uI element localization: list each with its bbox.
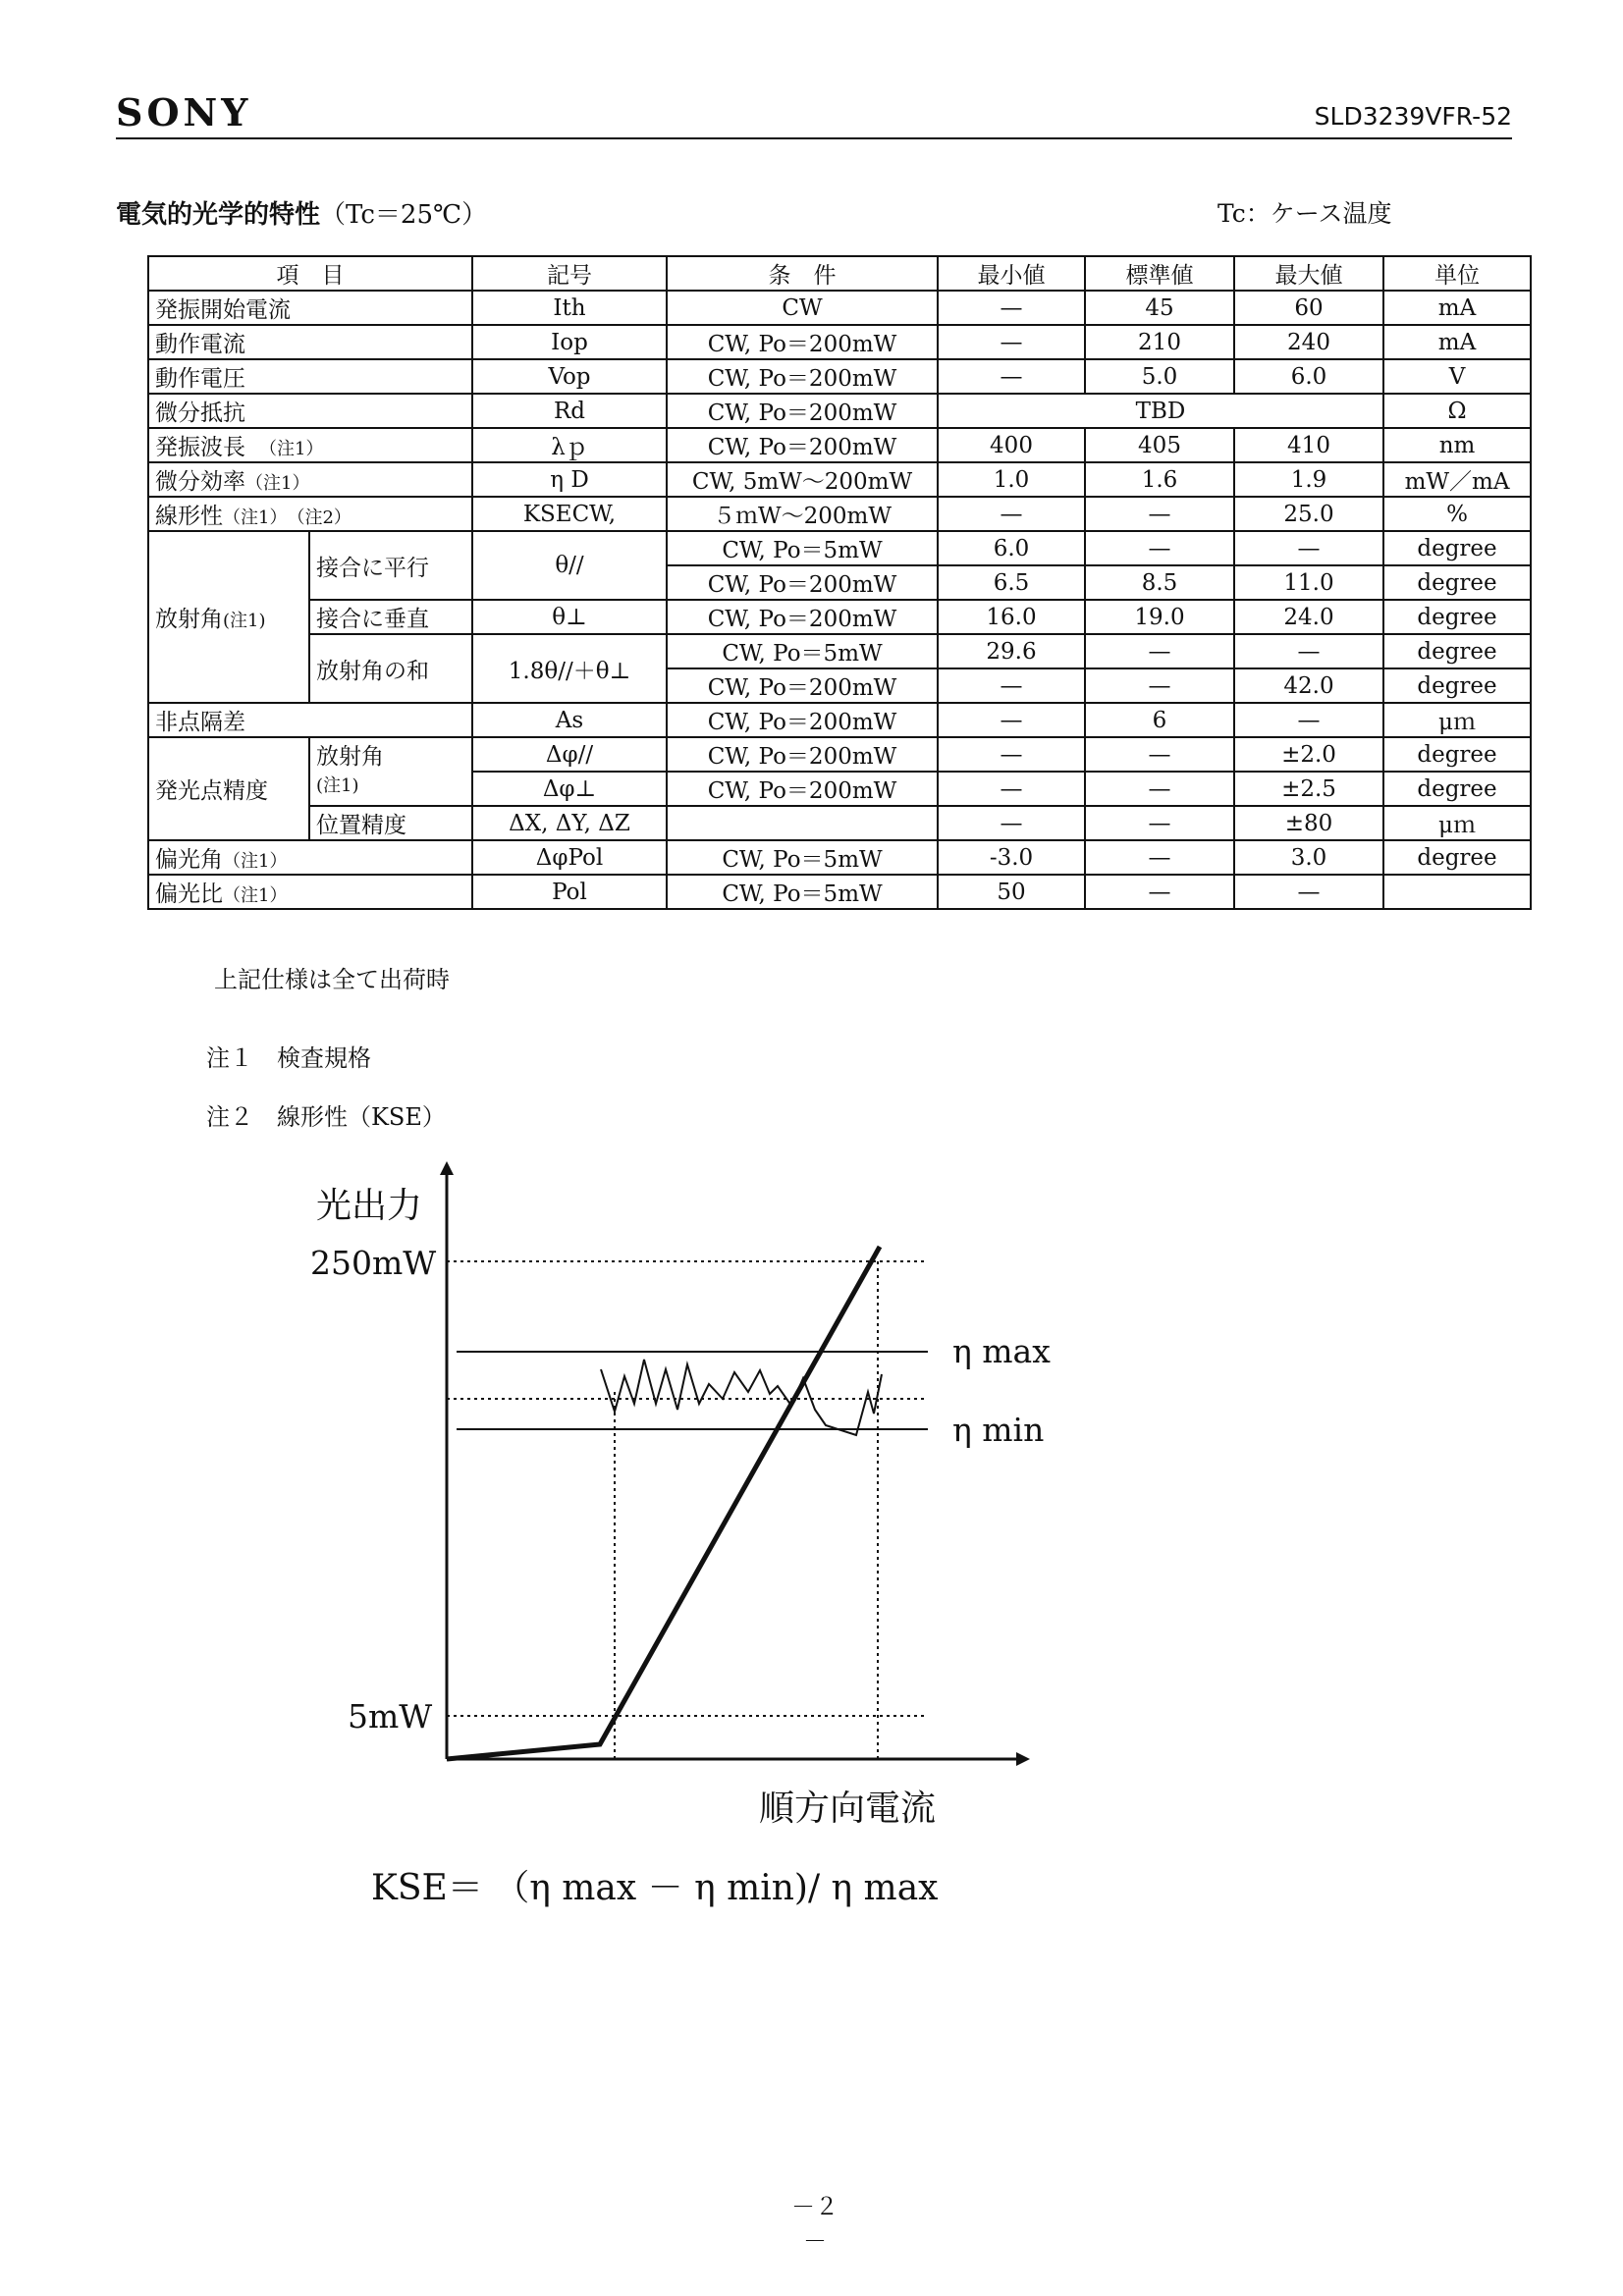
table-row (148, 462, 1531, 497)
row-item-text: 偏光比 (155, 881, 223, 907)
row-symbol: As (472, 703, 667, 737)
row-max: ±2.5 (1234, 772, 1383, 806)
row-typ: — (1085, 737, 1234, 772)
row-unit: Ω (1383, 394, 1531, 428)
row-unit: degree (1383, 600, 1531, 634)
row-min: — (938, 359, 1085, 394)
row-min: — (938, 325, 1085, 359)
row-max: — (1234, 634, 1383, 668)
row-unit: degree (1383, 668, 1531, 703)
row-min: -3.0 (938, 840, 1085, 875)
table-row (148, 359, 1531, 394)
beam-par-label: 接合に平行 (309, 531, 472, 600)
beam-par-symbol: θ// (472, 531, 667, 600)
note-1: 注１ 検査規格 (206, 1044, 371, 1072)
row-min: — (938, 291, 1085, 325)
row-symbol: η D (472, 462, 667, 497)
row-typ: 8.5 (1085, 565, 1234, 600)
table-row (148, 428, 1531, 462)
row-min: — (938, 668, 1085, 703)
document-id: SLD3239VFR-52 (1314, 102, 1512, 131)
row-symbol: Pol (472, 875, 667, 909)
row-unit: V (1383, 359, 1531, 394)
row-symbol: λｐ (472, 428, 667, 462)
row-condition: CW, Po＝200mW (667, 772, 938, 806)
row-min: 1.0 (938, 462, 1085, 497)
row-min: 16.0 (938, 600, 1085, 634)
row-min: 6.0 (938, 531, 1085, 565)
row-unit: mA (1383, 325, 1531, 359)
row-symbol: Iop (472, 325, 667, 359)
row-note: （注1） (223, 851, 288, 872)
row-tbd: TBD (938, 394, 1383, 428)
header-condition: 条 件 (667, 256, 938, 291)
row-condition (667, 806, 938, 840)
row-symbol: ΔX, ΔY, ΔZ (472, 806, 667, 840)
table-row (148, 394, 1531, 428)
row-item: 発振開始電流 (148, 291, 472, 325)
table-row (148, 497, 1531, 531)
row-unit: mA (1383, 291, 1531, 325)
row-max: — (1234, 531, 1383, 565)
emit-angle-label: 放射角 (316, 744, 384, 770)
x-axis-label: 順方向電流 (759, 1789, 937, 1829)
y-tick-250mw: 250mW (310, 1244, 437, 1282)
row-max: ±2.0 (1234, 737, 1383, 772)
row-min: — (938, 737, 1085, 772)
row-condition: CW, Po＝200mW (667, 394, 938, 428)
row-max: 24.0 (1234, 600, 1383, 634)
row-item: 動作電圧 (148, 359, 472, 394)
row-max: 240 (1234, 325, 1383, 359)
row-typ: 1.6 (1085, 462, 1234, 497)
row-symbol: Ith (472, 291, 667, 325)
row-typ: 5.0 (1085, 359, 1234, 394)
table-row (148, 325, 1531, 359)
sony-logo: SONY (116, 90, 252, 134)
row-max: 60 (1234, 291, 1383, 325)
row-max: 1.9 (1234, 462, 1383, 497)
header-typ: 標準値 (1085, 256, 1234, 291)
header-min: 最小値 (938, 256, 1085, 291)
row-condition: CW, Po＝200mW (667, 565, 938, 600)
row-min: 400 (938, 428, 1085, 462)
y-axis-label: 光出力 (316, 1186, 423, 1226)
page-number: －２－ (791, 2193, 839, 2255)
row-max: 3.0 (1234, 840, 1383, 875)
row-max: 11.0 (1234, 565, 1383, 600)
row-item (148, 875, 472, 909)
emit-pos-label: 位置精度 (309, 806, 472, 840)
row-min: 6.5 (938, 565, 1085, 600)
row-item-text: 微分効率 (155, 469, 245, 495)
table-row (148, 291, 1531, 325)
beam-sum-symbol: 1.8θ//＋θ⊥ (472, 634, 667, 703)
row-max: ±80 (1234, 806, 1383, 840)
table-header-row (148, 256, 1531, 291)
row-min: — (938, 703, 1085, 737)
row-typ: — (1085, 668, 1234, 703)
row-note: （注1） (268, 439, 324, 459)
shipping-note: 上記仕様は全て出荷時 (214, 966, 450, 993)
row-max: — (1234, 703, 1383, 737)
table-row (148, 531, 1531, 565)
row-symbol: Δφ⊥ (472, 772, 667, 806)
spec-table (147, 255, 1532, 910)
row-unit: nm (1383, 428, 1531, 462)
row-unit: degree (1383, 737, 1531, 772)
emit-angle-cell (309, 737, 472, 806)
header-item: 項 目 (148, 256, 472, 291)
row-typ: 19.0 (1085, 600, 1234, 634)
row-note: （注1） （注2） (223, 507, 352, 528)
row-typ: — (1085, 875, 1234, 909)
beam-perp-label: 接合に垂直 (309, 600, 472, 634)
efficiency-trace (601, 1360, 882, 1435)
row-symbol: KSECW, (472, 497, 667, 531)
row-typ: — (1085, 497, 1234, 531)
eta-min-label: η min (952, 1411, 1045, 1449)
row-condition: CW, Po＝200mW (667, 428, 938, 462)
section-title-text: 電気的光学的特性 (116, 200, 321, 230)
row-max: — (1234, 875, 1383, 909)
row-unit: degree (1383, 531, 1531, 565)
row-item: 微分抵抗 (148, 394, 472, 428)
row-unit: degree (1383, 634, 1531, 668)
row-min: — (938, 497, 1085, 531)
row-item: 動作電流 (148, 325, 472, 359)
beam-group (148, 531, 309, 703)
row-symbol: Rd (472, 394, 667, 428)
header-rule (116, 137, 1512, 139)
row-unit: mW／mA (1383, 462, 1531, 497)
row-condition: CW, Po＝200mW (667, 703, 938, 737)
row-condition: CW, 5mW〜200mW (667, 462, 938, 497)
row-item-text: 発振波長 (155, 435, 245, 460)
row-typ: 405 (1085, 428, 1234, 462)
row-condition: CW, Po＝200mW (667, 325, 938, 359)
row-symbol: ΔφPol (472, 840, 667, 875)
table-row (148, 737, 1531, 772)
row-item (148, 497, 472, 531)
row-condition: CW (667, 291, 938, 325)
row-item-text: 線形性 (155, 504, 223, 529)
row-symbol: Δφ// (472, 737, 667, 772)
row-typ: 6 (1085, 703, 1234, 737)
row-condition: CW, Po＝5mW (667, 531, 938, 565)
row-condition: CW, Po＝5mW (667, 840, 938, 875)
note-2: 注２ 線形性（KSE） (206, 1103, 446, 1131)
row-typ: — (1085, 840, 1234, 875)
row-max: 42.0 (1234, 668, 1383, 703)
row-note: （注1） (223, 885, 288, 906)
eta-max-label: η max (952, 1332, 1051, 1370)
li-curve (447, 1247, 880, 1759)
header-unit: 単位 (1383, 256, 1531, 291)
kse-formula: KSE＝ （η max － η min)/ η max (371, 1868, 939, 1908)
row-symbol: Vop (472, 359, 667, 394)
row-condition: CW, Po＝200mW (667, 737, 938, 772)
row-condition: CW, Po＝5mW (667, 875, 938, 909)
header-max: 最大値 (1234, 256, 1383, 291)
row-item (148, 462, 472, 497)
section-condition: （Tc＝25℃） (320, 200, 488, 230)
row-condition: CW, Po＝200mW (667, 668, 938, 703)
row-item-text: 偏光角 (155, 847, 223, 873)
row-typ: — (1085, 531, 1234, 565)
row-item (148, 840, 472, 875)
row-unit: degree (1383, 840, 1531, 875)
emit-angle-note: (注1) (316, 775, 359, 796)
row-condition: ５ｍW〜200mW (667, 497, 938, 531)
table-row (148, 875, 1531, 909)
row-typ: 210 (1085, 325, 1234, 359)
header-symbol: 記号 (472, 256, 667, 291)
beam-group-note: (注1) (223, 611, 266, 631)
row-typ: 45 (1085, 291, 1234, 325)
table-row (148, 840, 1531, 875)
row-item (148, 428, 472, 462)
row-typ: — (1085, 806, 1234, 840)
tc-note: Tc：ケース温度 (1217, 199, 1392, 228)
row-note: （注1） (245, 473, 310, 494)
row-unit (1383, 875, 1531, 909)
row-max: 25.0 (1234, 497, 1383, 531)
beam-sum-label: 放射角の和 (309, 634, 472, 703)
emit-group: 発光点精度 (148, 737, 309, 840)
row-condition: CW, Po＝200mW (667, 359, 938, 394)
row-unit: degree (1383, 565, 1531, 600)
row-condition: CW, Po＝5mW (667, 634, 938, 668)
beam-perp-symbol: θ⊥ (472, 600, 667, 634)
row-unit: μｍ (1383, 806, 1531, 840)
row-min: 50 (938, 875, 1085, 909)
section-title (116, 194, 487, 231)
table-row (148, 634, 1531, 668)
row-max: 6.0 (1234, 359, 1383, 394)
row-condition: CW, Po＝200mW (667, 600, 938, 634)
row-unit: μｍ (1383, 703, 1531, 737)
row-min: 29.6 (938, 634, 1085, 668)
row-typ: — (1085, 772, 1234, 806)
table-row (148, 703, 1531, 737)
y-tick-5mw: 5mW (348, 1697, 433, 1735)
row-max: 410 (1234, 428, 1383, 462)
row-item: 非点隔差 (148, 703, 472, 737)
row-unit: % (1383, 497, 1531, 531)
row-unit: degree (1383, 772, 1531, 806)
table-row (148, 806, 1531, 840)
beam-group-label: 放射角 (155, 607, 223, 632)
table-row (148, 600, 1531, 634)
row-min: — (938, 772, 1085, 806)
row-typ: — (1085, 634, 1234, 668)
row-min: — (938, 806, 1085, 840)
